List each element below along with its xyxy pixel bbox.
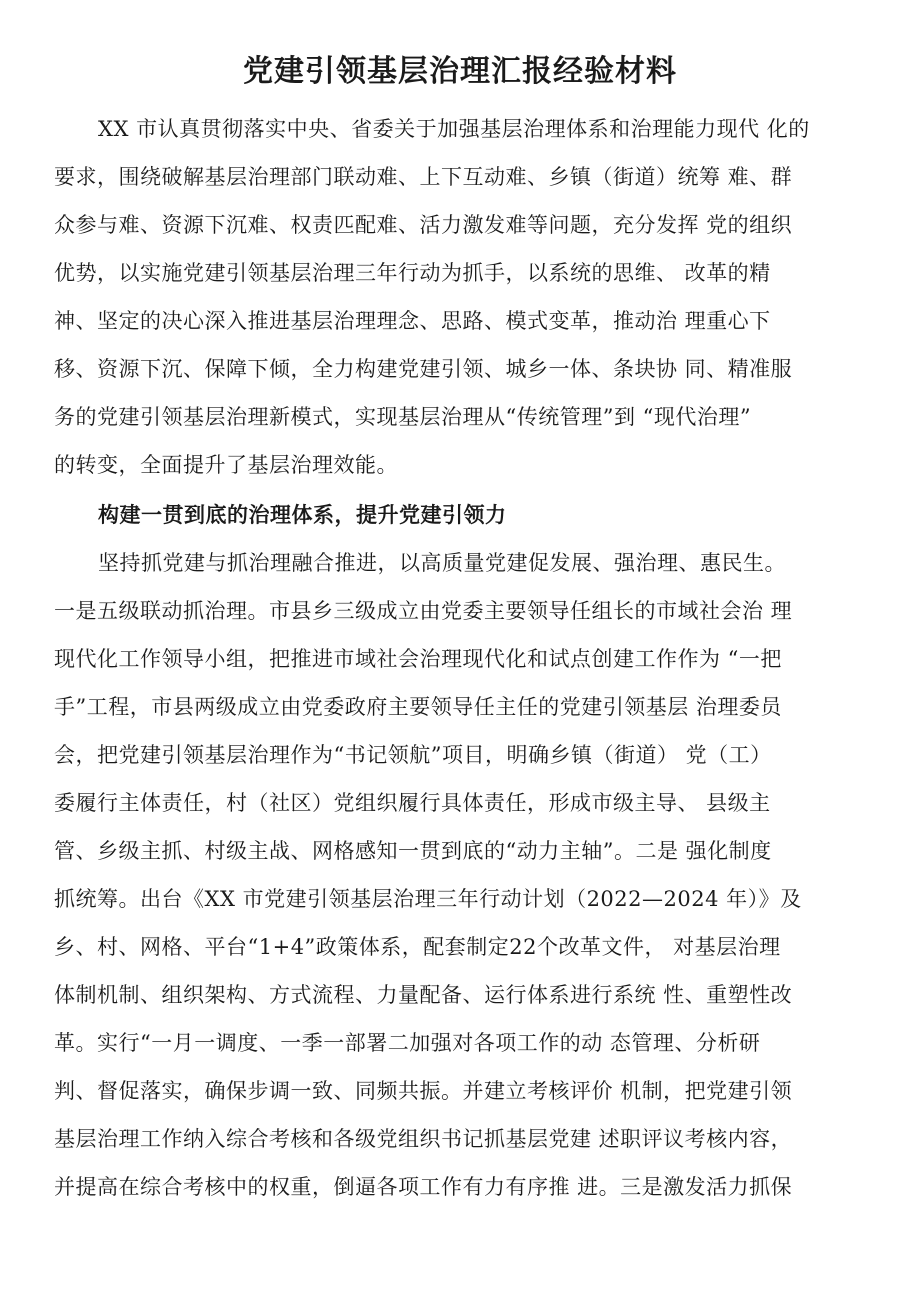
paragraph-line: 判、督促落实，确保步调一致、同频共振。并建立考核评价 机制，把党建引领 <box>54 1079 793 1103</box>
paragraph-line: 务的党建引领基层治理新模式，实现基层治理从“传统管理”到 “现代治理” <box>54 405 752 429</box>
paragraph-line: 现代化工作领导小组，把推进市域社会治理现代化和试点创建工作作为 “一把 <box>54 647 782 671</box>
paragraph-line: 众参与难、资源下沉难、权责匹配难、活力激发难等问题，充分发挥 党的组织 <box>54 213 793 237</box>
paragraph-line: 并提高在综合考核中的权重，倒逼各项工作有力有序推 进。三是激发活力抓保 <box>54 1175 793 1199</box>
paragraph-line: XX 市认真贯彻落实中央、省委关于加强基层治理体系和治理能力现代 化的 <box>98 117 810 141</box>
section-heading: 构建一贯到底的治理体系，提升党建引领力 <box>98 503 507 527</box>
paragraph-line: 管、乡级主抓、村级主战、网格感知一贯到底的“动力主轴”。二是 强化制度 <box>54 839 772 863</box>
paragraph-line: 体制机制、组织架构、方式流程、力量配备、运行体系进行系统 性、重塑性改 <box>54 983 793 1007</box>
paragraph-line: 一是五级联动抓治理。市县乡三级成立由党委主要领导任组长的市域社会治 理 <box>54 599 793 623</box>
paragraph-line: 要求，围绕破解基层治理部门联动难、上下互动难、乡镇（街道）统筹 难、群 <box>54 165 793 189</box>
paragraph-line: 会，把党建引领基层治理作为“书记领航”项目，明确乡镇（街道） 党（工） <box>54 743 772 767</box>
paragraph-line: 基层治理工作纳入综合考核和各级党组织书记抓基层党建 述职评议考核内容， <box>54 1127 793 1151</box>
document-title: 党建引领基层治理汇报经验材料 <box>243 54 677 89</box>
paragraph-line: 抓统筹。出台《XX 市党建引领基层治理三年行动计划（2022—2024 年）》及 <box>54 887 802 911</box>
paragraph-line: 革。实行“一月一调度、一季一部署二加强对各项工作的动 态管理、分析研 <box>54 1031 761 1055</box>
paragraph-line: 坚持抓党建与抓治理融合推进，以高质量党建促发展、强治理、惠民生。 <box>98 551 786 575</box>
paragraph-line: 神、坚定的决心深入推进基层治理理念、思路、模式变革，推动治 理重心下 <box>54 309 771 333</box>
paragraph-line: 的转变，全面提升了基层治理效能。 <box>54 453 398 477</box>
paragraph-line: 优势，以实施党建引领基层治理三年行动为抓手，以系统的思维、 改革的精 <box>54 261 771 285</box>
paragraph-line: 乡、村、网格、平台“1+4”政策体系，配套制定22个改革文件， 对基层治理 <box>54 935 781 959</box>
paragraph-line: 手”工程，市县两级成立由党委政府主要领导任主任的党建引领基层 治理委员 <box>54 695 782 719</box>
paragraph-line: 委履行主体责任，村（社区）党组织履行具体责任，形成市级主导、 县级主 <box>54 791 771 815</box>
paragraph-line: 移、资源下沉、保障下倾，全力构建党建引领、城乡一体、条块协 同、精准服 <box>54 357 793 381</box>
